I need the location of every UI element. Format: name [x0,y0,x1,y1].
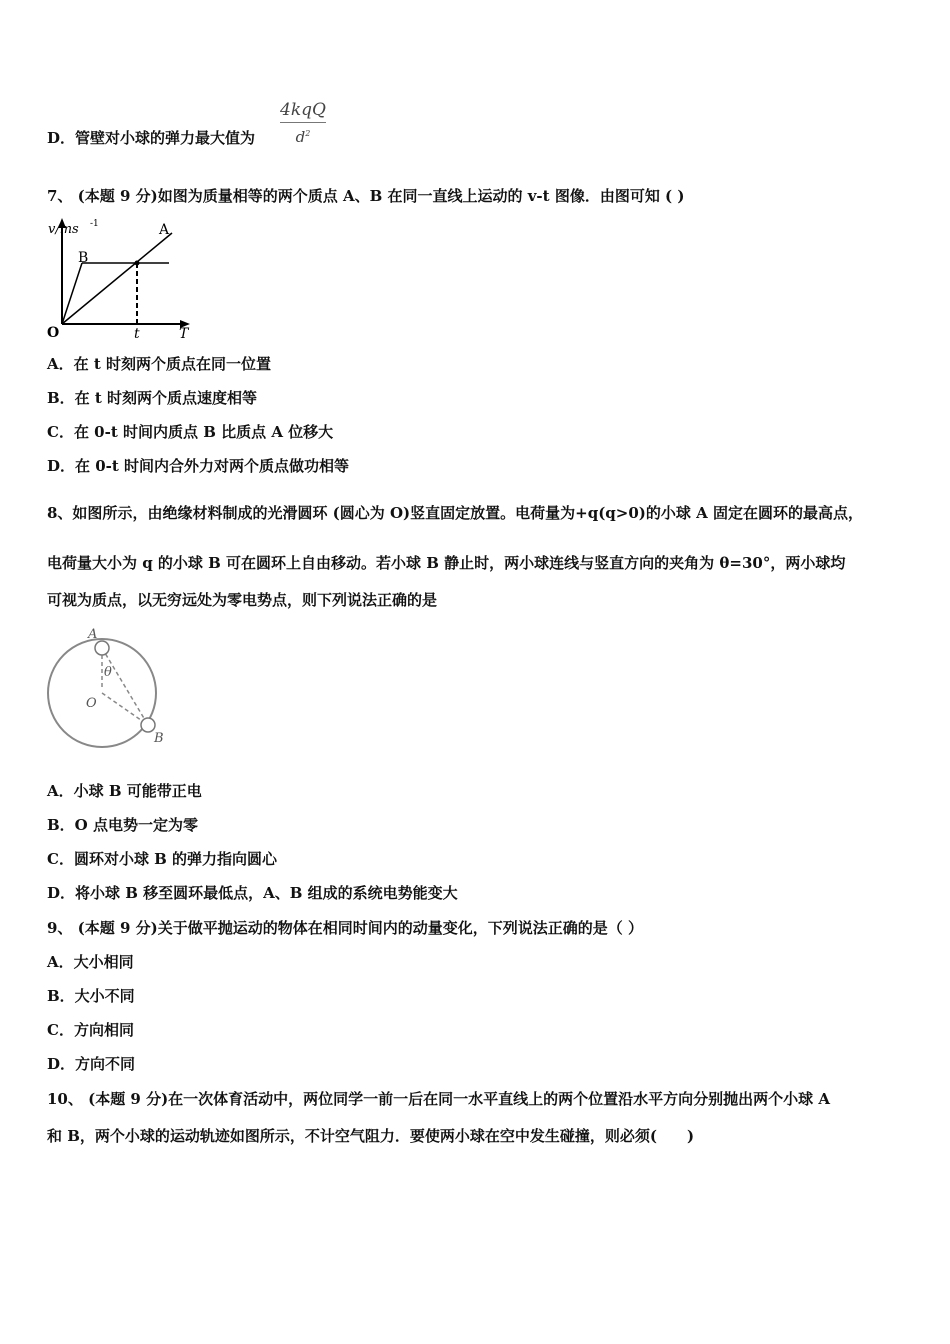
q7-label-t: t [134,326,140,342]
q9-option-c: C．方向相同 [47,1021,134,1039]
q6-formula-bar [280,122,326,123]
q9-stem: 9、 (本题 9 分)关于做平抛运动的物体在相同时间内的动量变化，下列说法正确的是（ ） [47,919,643,937]
q7-intersection-dot [135,261,140,266]
q8-ring-figure [44,624,174,754]
q7-vt-graph [44,216,204,342]
q8-option-c: C．圆环对小球 B 的弹力指向圆心 [47,850,278,868]
q8-ball-a [95,641,109,655]
q6-formula-numerator: 4kqQ [280,100,326,120]
q8-line-ab [102,648,148,725]
q8-label-a: A [88,627,98,642]
q8-stem-line2: 电荷量大小为 q 的小球 B 可在圆环上自由移动。若小球 B 静止时，两小球连线与竖直方向的夹角为 θ=30°，两小球均 [47,554,846,572]
q8-stem-line1: 8、如图所示，由绝缘材料制成的光滑圆环 (圆心为 O)竖直固定放置。电荷量为+q(q>0)的小球 A 固定在圆环的最高点， [47,504,863,522]
q7-label-x: T [179,326,189,342]
q7-option-c: C．在 0-t 时间内质点 B 比质点 A 位移大 [47,423,334,441]
q8-option-b: B．O 点电势一定为零 [47,816,198,834]
q9-option-d: D．方向不同 [47,1055,136,1073]
q8-line-ob [102,693,148,725]
q7-y-label-exp: -1 [90,219,99,229]
q7-option-d: D．在 0-t 时间内合外力对两个质点做功相等 [47,457,350,475]
q7-stem: 7、 (本题 9 分)如图为质量相等的两个质点 A、B 在同一直线上运动的 v-t 图像．由图可知 ( ) [47,187,685,205]
q7-option-b: B．在 t 时刻两个质点速度相等 [47,389,258,407]
q7-line-a [62,233,172,324]
q8-ball-b [141,718,155,732]
q6-formula-denominator: $d^2$ [295,128,311,146]
q8-label-theta: θ [104,665,112,680]
q8-option-a: A．小球 B 可能带正电 [47,782,202,800]
q6-option-d: D．管壁对小球的弹力最大值为 [47,129,256,147]
q9-option-a: A．大小相同 [47,953,134,971]
q7-label-o: O [47,325,60,341]
q8-label-o: O [86,696,97,711]
q6-formula [278,100,328,146]
q8-stem-line3: 可视为质点，以无穷远处为零电势点，则下列说法正确的是 [47,591,438,609]
q7-y-label: v/ms [48,222,79,237]
q8-label-b: B [154,731,164,746]
q7-option-a: A．在 t 时刻两个质点在同一位置 [47,355,272,373]
q7-label-b: B [78,250,89,266]
q7-label-a: A [159,222,170,238]
q8-option-d: D．将小球 B 移至圆环最低点，A、B 组成的系统电势能变大 [47,884,458,902]
q10-stem-line1: 10、 (本题 9 分)在一次体育活动中，两位同学一前一后在同一水平直线上的两个位置沿水平方向分别抛出两个小球 A [47,1090,831,1108]
q10-stem-line2: 和 B，两个小球的运动轨迹如图所示，不计空气阻力．要使两小球在空中发生碰撞，则必须( ) [47,1127,695,1145]
q9-option-b: B．大小不同 [47,987,135,1005]
